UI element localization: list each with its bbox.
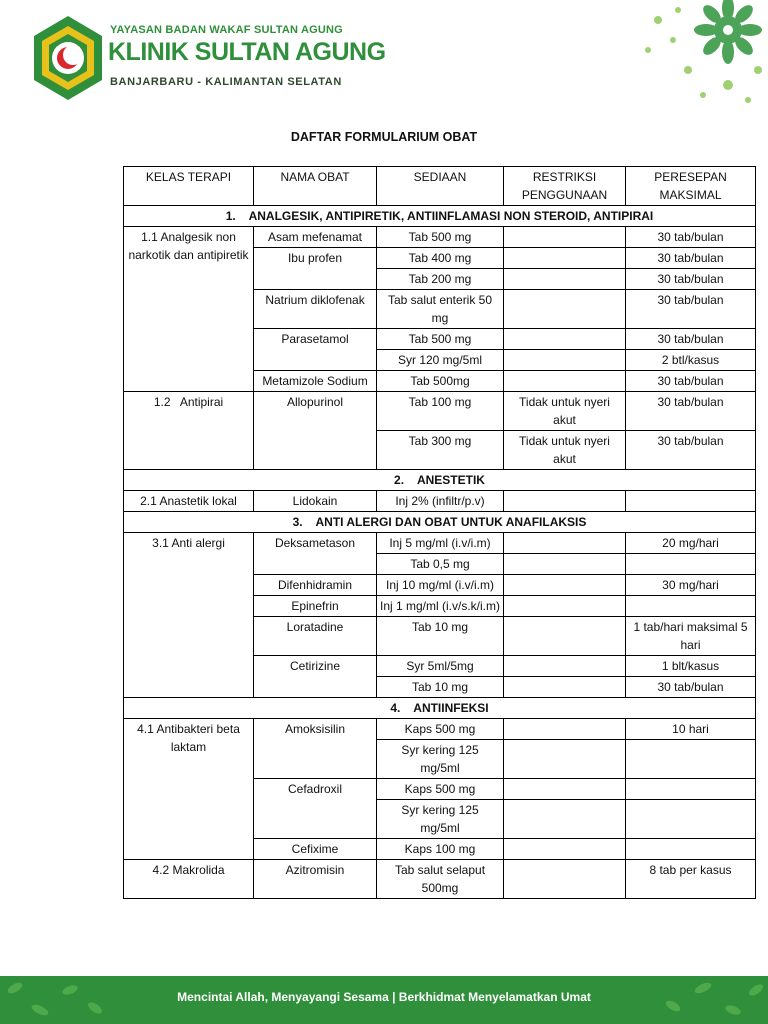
drug-name: Metamizole Sodium — [254, 371, 377, 392]
max-prescription: 30 tab/bulan — [626, 227, 756, 248]
dosage-form: Inj 1 mg/ml (i.v/s.k/i.m) — [377, 596, 504, 617]
dosage-form: Syr kering 125 mg/5ml — [377, 800, 504, 839]
table-header-row — [124, 167, 756, 206]
restriction — [504, 554, 626, 575]
dosage-form: Tab 0,5 mg — [377, 554, 504, 575]
drug-name: Allopurinol — [254, 392, 377, 470]
drug-name: Ibu profen — [254, 248, 377, 290]
max-prescription: 2 btl/kasus — [626, 350, 756, 371]
drug-name: Cefixime — [254, 839, 377, 860]
dosage-form: Syr 5ml/5mg — [377, 656, 504, 677]
restriction — [504, 248, 626, 269]
max-prescription: 30 mg/hari — [626, 575, 756, 596]
dosage-form: Inj 5 mg/ml (i.v/i.m) — [377, 533, 504, 554]
dosage-form: Syr 120 mg/5ml — [377, 350, 504, 371]
restriction — [504, 656, 626, 677]
therapy-class: 4.1 Antibakteri beta laktam — [124, 719, 254, 860]
section-title: 4. ANTIINFEKSI — [124, 698, 756, 719]
max-prescription: 30 tab/bulan — [626, 329, 756, 350]
restriction — [504, 533, 626, 554]
section-title: 1. ANALGESIK, ANTIPIRETIK, ANTIINFLAMASI NON STEROID, ANTIPIRAI — [124, 206, 756, 227]
table-row — [124, 860, 756, 899]
dosage-form: Tab 500 mg — [377, 329, 504, 350]
ornament-pattern-icon — [618, 0, 768, 110]
column-header: KELAS TERAPI — [124, 167, 254, 206]
max-prescription — [626, 779, 756, 800]
drug-name: Epinefrin — [254, 596, 377, 617]
max-prescription: 10 hari — [626, 719, 756, 740]
dosage-form: Tab 10 mg — [377, 677, 504, 698]
restriction — [504, 719, 626, 740]
restriction — [504, 596, 626, 617]
drug-name: Difenhidramin — [254, 575, 377, 596]
drug-name: Natrium diklofenak — [254, 290, 377, 329]
restriction — [504, 350, 626, 371]
drug-name: Amoksisilin — [254, 719, 377, 779]
dosage-form: Tab 300 mg — [377, 431, 504, 470]
max-prescription: 30 tab/bulan — [626, 248, 756, 269]
restriction — [504, 371, 626, 392]
clinic-logo-icon — [30, 14, 106, 102]
restriction — [504, 227, 626, 248]
section-row — [124, 206, 756, 227]
table-row — [124, 491, 756, 512]
drug-name: Deksametason — [254, 533, 377, 575]
column-header: SEDIAAN — [377, 167, 504, 206]
therapy-class: 2.1 Anastetik lokal — [124, 491, 254, 512]
restriction — [504, 860, 626, 899]
therapy-class: 1.1 Analgesik non narkotik dan antipiretik — [124, 227, 254, 392]
max-prescription: 30 tab/bulan — [626, 431, 756, 470]
leaf-pattern-icon — [648, 976, 768, 1024]
max-prescription — [626, 740, 756, 779]
drug-name: Cefadroxil — [254, 779, 377, 839]
org-foundation-name: YAYASAN BADAN WAKAF SULTAN AGUNG — [110, 24, 343, 36]
formulary-table — [123, 166, 756, 899]
max-prescription — [626, 554, 756, 575]
dosage-form: Tab 400 mg — [377, 248, 504, 269]
restriction — [504, 800, 626, 839]
restriction — [504, 575, 626, 596]
table-row — [124, 392, 756, 431]
table-row — [124, 533, 756, 554]
restriction — [504, 740, 626, 779]
restriction — [504, 839, 626, 860]
clinic-location: BANJARBARU - KALIMANTAN SELATAN — [110, 76, 342, 88]
max-prescription: 30 tab/bulan — [626, 371, 756, 392]
drug-name: Parasetamol — [254, 329, 377, 371]
max-prescription: 30 tab/bulan — [626, 392, 756, 431]
restriction — [504, 329, 626, 350]
dosage-form: Syr kering 125 mg/5ml — [377, 740, 504, 779]
therapy-class: 3.1 Anti alergi — [124, 533, 254, 698]
dosage-form: Inj 2% (infiltr/p.v) — [377, 491, 504, 512]
restriction — [504, 491, 626, 512]
section-title: 3. ANTI ALERGI DAN OBAT UNTUK ANAFILAKSIS — [124, 512, 756, 533]
dosage-form: Kaps 500 mg — [377, 779, 504, 800]
max-prescription: 30 tab/bulan — [626, 269, 756, 290]
section-row — [124, 512, 756, 533]
column-header: NAMA OBAT — [254, 167, 377, 206]
restriction: Tidak untuk nyeri akut — [504, 431, 626, 470]
max-prescription — [626, 839, 756, 860]
restriction — [504, 269, 626, 290]
max-prescription: 20 mg/hari — [626, 533, 756, 554]
section-row — [124, 470, 756, 491]
max-prescription — [626, 800, 756, 839]
footer-tagline: Mencintai Allah, Menyayangi Sesama | Berkhidmat Menyelamatkan Umat — [177, 990, 591, 1004]
table-row — [124, 227, 756, 248]
dosage-form: Tab 500 mg — [377, 227, 504, 248]
dosage-form: Tab 10 mg — [377, 617, 504, 656]
drug-name: Cetirizine — [254, 656, 377, 698]
footer-banner — [0, 976, 768, 1024]
max-prescription — [626, 491, 756, 512]
letterhead — [0, 0, 768, 115]
drug-name: Azitromisin — [254, 860, 377, 899]
document-title: DAFTAR FORMULARIUM OBAT — [290, 130, 478, 144]
max-prescription — [626, 596, 756, 617]
drug-name: Loratadine — [254, 617, 377, 656]
restriction — [504, 617, 626, 656]
table-row — [124, 719, 756, 740]
column-header: RESTRIKSI PENGGUNAAN — [504, 167, 626, 206]
restriction — [504, 779, 626, 800]
dosage-form: Kaps 100 mg — [377, 839, 504, 860]
dosage-form: Tab 200 mg — [377, 269, 504, 290]
restriction — [504, 290, 626, 329]
therapy-class: 1.2 Antipirai — [124, 392, 254, 470]
section-row — [124, 698, 756, 719]
max-prescription: 1 tab/hari maksimal 5 hari — [626, 617, 756, 656]
max-prescription: 8 tab per kasus — [626, 860, 756, 899]
drug-name: Asam mefenamat — [254, 227, 377, 248]
therapy-class: 4.2 Makrolida — [124, 860, 254, 899]
restriction — [504, 677, 626, 698]
dosage-form: Tab salut enterik 50 mg — [377, 290, 504, 329]
max-prescription: 1 blt/kasus — [626, 656, 756, 677]
dosage-form: Tab 500mg — [377, 371, 504, 392]
dosage-form: Tab salut selaput 500mg — [377, 860, 504, 899]
column-header: PERESEPAN MAKSIMAL — [626, 167, 756, 206]
max-prescription: 30 tab/bulan — [626, 677, 756, 698]
section-title: 2. ANESTETIK — [124, 470, 756, 491]
clinic-name: KLINIK SULTAN AGUNG — [108, 38, 386, 66]
drug-name: Lidokain — [254, 491, 377, 512]
dosage-form: Tab 100 mg — [377, 392, 504, 431]
dosage-form: Kaps 500 mg — [377, 719, 504, 740]
dosage-form: Inj 10 mg/ml (i.v/i.m) — [377, 575, 504, 596]
restriction: Tidak untuk nyeri akut — [504, 392, 626, 431]
max-prescription: 30 tab/bulan — [626, 290, 756, 329]
